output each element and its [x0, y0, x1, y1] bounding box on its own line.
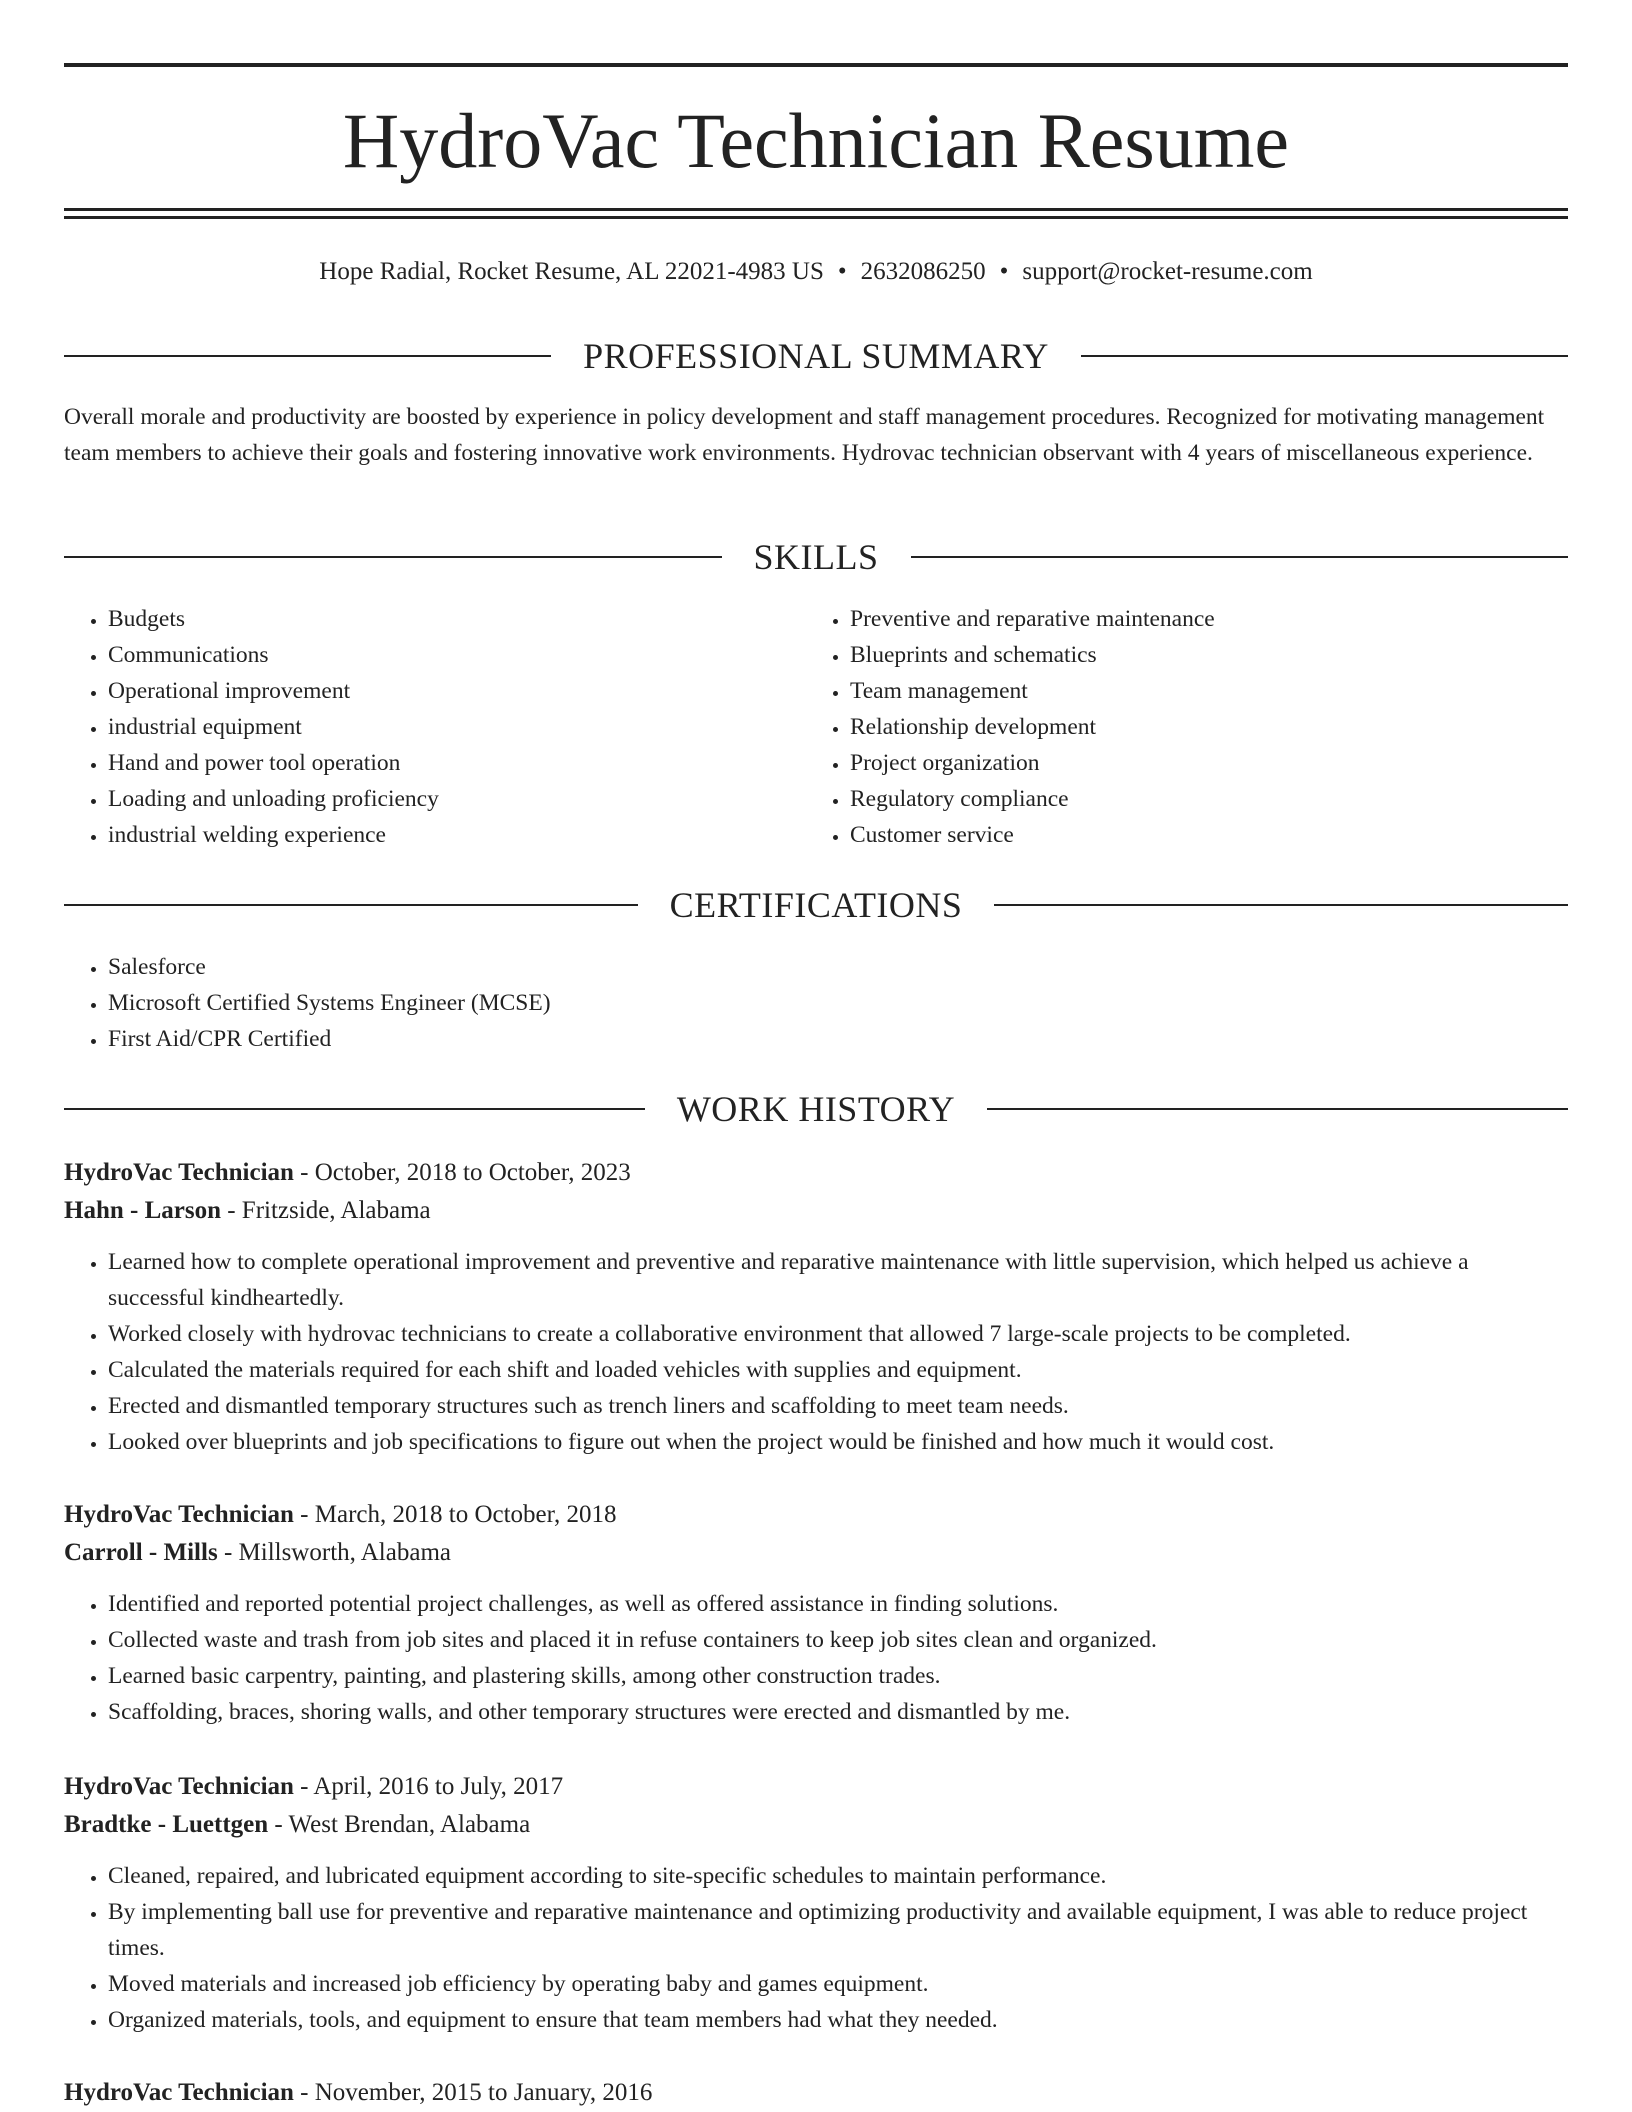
list-item: • First Aid/CPR Certified	[108, 1021, 1568, 1057]
job-entry	[64, 2074, 1568, 2112]
list-item: • Hand and power tool operation	[108, 745, 806, 781]
contact-line	[64, 254, 1568, 290]
list-item: • Learned how to complete operational improvement and preventive and reparative maintenance with little supervision, which helped us achieve a successful kindheartedly.	[108, 1244, 1568, 1316]
section-heading-skills	[64, 535, 1568, 579]
list-item: • Learned basic carpentry, painting, and plastering skills, among other construction trades.	[108, 1658, 1568, 1694]
list-item: • Erected and dismantled temporary structures such as trench liners and scaffolding to meet team needs.	[108, 1388, 1568, 1424]
job-title-line	[64, 1768, 1568, 1806]
job-dates: - October, 2018 to October, 2023	[293, 1159, 631, 1186]
heading-rule	[64, 556, 722, 558]
section-heading-summary	[64, 334, 1568, 378]
list-item: • Budgets	[108, 601, 806, 637]
heading-rule	[64, 1108, 645, 1110]
job-company: Bradtke - Luettgen	[64, 1811, 269, 1838]
section-heading-certifications	[64, 883, 1568, 927]
list-item: • Relationship development	[850, 709, 1548, 745]
job-entry	[64, 1496, 1568, 1730]
section-title: CERTIFICATIONS	[669, 885, 963, 925]
heading-rule	[987, 1108, 1568, 1110]
list-item: • Looked over blueprints and job specifications to figure out when the project would be finished and how much it would cost.	[108, 1424, 1568, 1460]
top-rule	[64, 63, 1568, 67]
heading-rule	[64, 904, 638, 906]
job-title: HydroVac Technician	[64, 1159, 294, 1186]
title-double-rule	[64, 208, 1568, 219]
list-item: • Loading and unloading proficiency	[108, 781, 806, 817]
job-title: HydroVac Technician	[64, 2079, 294, 2106]
job-title-line	[64, 2074, 1568, 2112]
job-dates: - March, 2018 to October, 2018	[293, 1501, 617, 1528]
list-item: • Team management	[850, 673, 1548, 709]
heading-rule	[994, 904, 1568, 906]
skills-columns	[64, 601, 1568, 853]
list-item: • industrial welding experience	[108, 817, 806, 853]
job-title: HydroVac Technician	[64, 1501, 294, 1528]
job-company-line	[64, 1192, 1568, 1230]
contact-separator: •	[837, 258, 847, 285]
skills-column-right	[806, 601, 1548, 853]
job-dates: - April, 2016 to July, 2017	[293, 1773, 564, 1800]
skills-list-right	[806, 601, 1548, 853]
list-item: • Operational improvement	[108, 673, 806, 709]
job-location: - West Brendan, Alabama	[268, 1811, 531, 1838]
job-location: - Fritzside, Alabama	[220, 1197, 431, 1224]
contact-address: Hope Radial, Rocket Resume, AL 22021-4983 US	[319, 258, 824, 285]
skills-list-left	[64, 601, 806, 853]
page-title: HydroVac Technician Resume	[342, 97, 1290, 184]
summary-text: Overall morale and productivity are boosted by experience in policy development and staff management procedures. Recognized for motivating management team members to achieve their goals and fostering innovative work environments. Hydrovac technician observant with 4 years of miscellaneous experience.	[64, 404, 1545, 466]
list-item: • Cleaned, repaired, and lubricated equipment according to site-specific schedules to maintain performance.	[108, 1858, 1568, 1894]
list-item: • Collected waste and trash from job sites and placed it in refuse containers to keep job sites clean and organized.	[108, 1622, 1568, 1658]
job-entry	[64, 1768, 1568, 2038]
heading-rule	[1081, 355, 1568, 357]
job-title-line	[64, 1154, 1568, 1192]
job-dates: - November, 2015 to January, 2016	[293, 2079, 653, 2106]
job-title: HydroVac Technician	[64, 1773, 294, 1800]
list-item: • Preventive and reparative maintenance	[850, 601, 1548, 637]
job-title-line	[64, 1496, 1568, 1534]
job-entry	[64, 1154, 1568, 1460]
job-company-line	[64, 1806, 1568, 1844]
list-item: • Regulatory compliance	[850, 781, 1548, 817]
skills-column-left	[64, 601, 806, 853]
list-item: • Customer service	[850, 817, 1548, 853]
job-company-line	[64, 1534, 1568, 1572]
contact-separator: •	[999, 258, 1009, 285]
section-title: WORK HISTORY	[676, 1089, 956, 1129]
heading-rule	[911, 556, 1569, 558]
job-bullets	[64, 1244, 1568, 1460]
job-company: Carroll - Mills	[64, 1539, 218, 1566]
job-company: Hahn - Larson	[64, 1197, 221, 1224]
list-item: • Moved materials and increased job efficiency by operating baby and games equipment.	[108, 1966, 1568, 2002]
list-item: • Worked closely with hydrovac technicians to create a collaborative environment that allowed 7 large-scale projects to be completed.	[108, 1316, 1568, 1352]
list-item: • By implementing ball use for preventive and reparative maintenance and optimizing productivity and available equipment, I was able to reduce project times.	[108, 1894, 1568, 1966]
list-item: • Calculated the materials required for each shift and loaded vehicles with supplies and equipment.	[108, 1352, 1568, 1388]
job-bullets	[64, 1858, 1568, 2038]
section-heading-work-history	[64, 1087, 1568, 1131]
certifications	[64, 949, 1568, 1057]
contact-phone: 2632086250	[860, 258, 986, 285]
section-title: PROFESSIONAL SUMMARY	[583, 336, 1049, 376]
list-item: • industrial equipment	[108, 709, 806, 745]
list-item: • Microsoft Certified Systems Engineer (MCSE)	[108, 985, 1568, 1021]
job-bullets	[64, 1586, 1568, 1730]
list-item: • Identified and reported potential project challenges, as well as offered assistance in finding solutions.	[108, 1586, 1568, 1622]
list-item: • Salesforce	[108, 949, 1568, 985]
job-location: - Millsworth, Alabama	[217, 1539, 451, 1566]
contact-email[interactable]: support@rocket-resume.com	[1022, 258, 1313, 285]
list-item: • Communications	[108, 637, 806, 673]
list-item: • Project organization	[850, 745, 1548, 781]
heading-rule	[64, 355, 551, 357]
list-item: • Blueprints and schematics	[850, 637, 1548, 673]
list-item: • Organized materials, tools, and equipment to ensure that team members had what they needed.	[108, 2002, 1568, 2038]
list-item: • Scaffolding, braces, shoring walls, and other temporary structures were erected and dismantled by me.	[108, 1694, 1568, 1730]
certifications-list	[64, 949, 1568, 1057]
section-title: SKILLS	[753, 537, 879, 577]
